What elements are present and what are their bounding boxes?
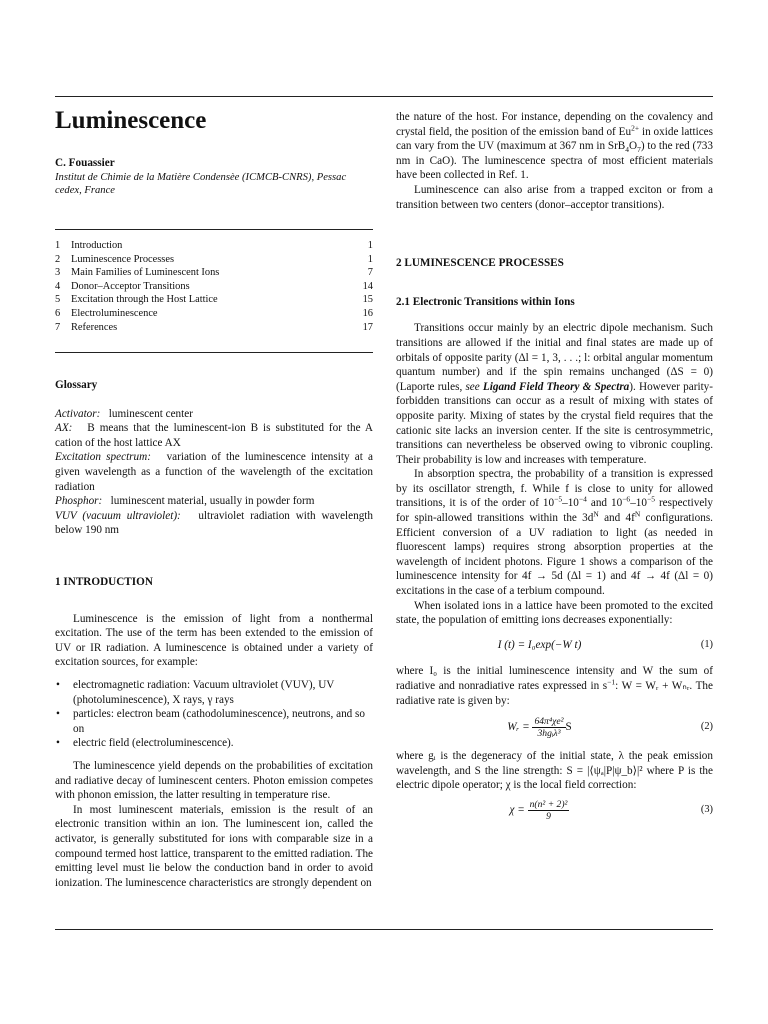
toc-number: 5 [55, 294, 61, 306]
superscript: −5 [646, 494, 655, 504]
equation-3 [396, 799, 713, 822]
toc-title: Luminescence Processes [71, 253, 175, 265]
text-run: O [629, 140, 638, 153]
text-run: Transitions occur mainly by an electric dipole mechanism. Such transitions are allowed if the initial and final states are made up of orbitals of opposite parity (Δl = 1, 3, . . .; l: orbital angular momentum quantum number) and if the spin remains unchanged (ΔS = 0) (Laporte rules, [396, 322, 713, 393]
superscript: −1 [607, 677, 616, 687]
section-heading-luminescence-processes: 2 LUMINESCENCE PROCESSES [396, 257, 564, 270]
toc-entry[interactable] [55, 253, 373, 267]
text-run: : W = Wᵣ + Wₙᵣ. The radiative rate is given by: [396, 680, 713, 707]
toc-page: 7 [367, 267, 373, 279]
fraction-denominator: 9 [546, 810, 551, 822]
list-item: • particles: electron beam (cathodoluminescence), neutrons, and so on [73, 707, 373, 736]
toc-number: 7 [55, 321, 61, 333]
subsection-heading-electronic-transitions: 2.1 Electronic Transitions within Ions [396, 295, 575, 308]
equation-lhs: χ = [509, 804, 528, 817]
toc-entry[interactable] [55, 321, 373, 335]
equation-body: I (t) = I₀exp(−W t) [497, 638, 582, 651]
toc-title: Electroluminescence [71, 307, 158, 319]
paragraph [396, 321, 713, 467]
superscript: −4 [578, 494, 587, 504]
toc-page: 15 [362, 294, 373, 306]
text-run: and 4f [598, 512, 635, 525]
text-run: In absorption spectra, the probability of a transition is expressed by its oscillator strength, f. While f is close to unity for allowed transitions, it is of the order of 10 [396, 468, 713, 510]
equation-body [396, 799, 683, 822]
toc-entry[interactable] [55, 280, 373, 294]
equation-2 [396, 716, 713, 739]
glossary-item [55, 421, 373, 450]
equation-number: (3) [700, 804, 713, 816]
toc-title: Main Families of Luminescent Ions [71, 267, 220, 279]
article-title: Luminescence [55, 107, 207, 134]
toc-number: 6 [55, 307, 61, 319]
glossary-item [55, 407, 373, 422]
toc-page: 1 [367, 240, 373, 251]
fraction-numerator: n(n² + 2)² [529, 798, 568, 810]
ligand-field-theory-link[interactable]: Ligand Field Theory & Spectra [482, 380, 630, 393]
glossary-term: Activator: [55, 407, 101, 420]
fraction [532, 716, 565, 739]
toc-title: Introduction [71, 240, 123, 251]
text-run: ). However parity-forbidden transitions can occur as a result of mixing with states of opposite parity. Mixing of states by the crystal field requires that the cationic site lacks an inversion center. If the site is centrosymmetric, transitions can nevertheless be observed owing to vibronic coupling. Their probability is low and increases with temperature. [396, 380, 713, 466]
superscript: −6 [622, 494, 631, 504]
toc-title: Donor–Acceptor Transitions [71, 280, 190, 292]
right-column [396, 110, 713, 822]
paragraph: The luminescence yield depends on the probabilities of excitation and radiative decay of luminescent centers. Photon emission competes with phonon emission, the latter resulting in temperature rise. [55, 759, 373, 802]
glossary-heading: Glossary [55, 379, 98, 391]
toc-entry[interactable] [55, 266, 373, 280]
excitation-source-list [55, 678, 373, 751]
equation-number: (1) [700, 638, 713, 650]
glossary-term: Phosphor: [55, 495, 103, 508]
top-rule [55, 96, 713, 97]
glossary-definition: B means that the luminescent-ion B is substituted for the A cation of the host lattice AX [55, 422, 373, 449]
paragraph: where gᵢ is the degeneracy of the initial state, λ the peak emission wavelength, and S the line strength: S = |⟨ψₐ|P|ψ_b⟩|² where P is the electric dipole operator; χ is the local field correction: [396, 750, 713, 792]
superscript: N [593, 509, 599, 519]
toc-number: 4 [55, 280, 61, 292]
toc-top-rule [55, 229, 373, 230]
paragraph: In most luminescent materials, emission is the result of an electronic transition within an ion. The luminescent ion, called the activator, is generally substituted for ions with comparable size in a compound termed host lattice, transparent to the emitted radiation. The emitting level must lie below the conduction band in order to avoid ionization. The luminescence characteristics are strongly dependent on [55, 803, 373, 889]
paragraph-continued: the nature of the host. For instance, depending on the covalency and crystal field, the position of the emission band of $Eu^{2+}$ in oxide lattices can vary from the UV (maximum at 367 nm in $SrB_4O_7$) to the red (733 nm in CaO). The luminescence spectra of most efficient materials have been collected in Ref. 1. [396, 111, 713, 182]
fraction [528, 799, 570, 822]
equation-1 [396, 638, 713, 653]
paragraph [396, 467, 713, 598]
equation-body [396, 716, 683, 739]
glossary-term: VUV (vacuum ultraviolet): [55, 509, 181, 522]
glossary-definition: luminescent center [108, 407, 193, 420]
glossary-definition: ultraviolet radiation with wavelength below 190 nm [55, 509, 374, 537]
section-heading-introduction: 1 INTRODUCTION [55, 576, 153, 588]
superscript: 2+ [631, 122, 640, 132]
text-run: where I₀ is the initial luminescence intensity and W the sum of radiative and nonradiative rates expressed in s [396, 665, 713, 692]
text-run: ) to the red (733 nm in CaO). The luminescence spectra of most efficient materials have been collected in Ref. 1. [396, 140, 713, 182]
left-column [55, 106, 373, 197]
superscript: N [634, 509, 641, 519]
superscript: −5 [554, 494, 563, 504]
glossary-definition: luminescent material, usually in powder form [110, 495, 315, 508]
toc-page: 17 [362, 321, 373, 333]
toc-page: 1 [367, 253, 373, 265]
toc-entry[interactable] [55, 293, 373, 307]
toc-entry[interactable] [55, 307, 373, 321]
text-run: respectively for spin-allowed transitions within the 3d [396, 497, 713, 525]
list-item: • electromagnetic radiation: Vacuum ultraviolet (VUV), UV (photoluminescence), X rays, γ rays [73, 678, 373, 707]
fraction-denominator: 3hgᵢλ³ [537, 728, 561, 740]
paragraph [396, 664, 713, 708]
text-run: the nature of the host. For instance, depending on the covalency and crystal field, the position of the emission band of Eu [396, 111, 713, 138]
text-run: configurations. Efficient conversion of a UV radiation to light (as needed in fluorescent lamps) requires strong absorption properties at the wavelength of incident photons. Figure 1 shows a comparison of the luminescence intensity for 4f → 5d (Δl = 1) and 4f → 4f (Δl = 0) excitations in the case of a terbium compound. [396, 512, 713, 598]
glossary-item [55, 450, 373, 494]
text-run: –10 [630, 497, 647, 510]
toc-page: 14 [362, 280, 373, 292]
text-run: see [465, 380, 483, 393]
introduction-section [55, 575, 373, 890]
toc-number: 2 [55, 253, 61, 265]
table-of-contents [55, 239, 373, 334]
glossary-term: AX: [55, 422, 73, 435]
paragraph: When isolated ions in a lattice have been promoted to the excited state, the population of emitting ions decreases exponentially: [396, 599, 713, 627]
glossary-item [55, 494, 373, 509]
text-run: –10 [562, 497, 579, 510]
paragraph: Luminescence is the emission of light from a nonthermal excitation. The use of the term has been extended to the emission of UV or IR radiation. A luminescence is obtained under a variety of excitation sources, for example: [55, 612, 373, 669]
paragraph: Luminescence can also arise from a trapped exciton or from a transition between two centers (donor–acceptor transitions). [396, 183, 713, 211]
toc-page: 16 [362, 307, 373, 319]
glossary-definition: variation of the luminescence intensity at a given wavelength as a function of the wavelength of the excitation radiation [55, 451, 374, 493]
equation-number: (2) [700, 721, 713, 733]
equation-rhs: S [565, 721, 572, 734]
toc-bottom-rule [55, 352, 373, 353]
toc-title: Excitation through the Host Lattice [71, 294, 218, 306]
equation-lhs: Wᵣ = [507, 721, 533, 734]
glossary-term: Excitation spectrum: [55, 451, 151, 464]
toc-title: References [71, 321, 118, 333]
text-run: and 10 [586, 497, 623, 510]
text-run: in oxide lattices can vary from the UV (maximum at 367 nm in SrB [396, 125, 713, 153]
toc-number: 1 [55, 240, 61, 251]
toc-number: 3 [55, 267, 61, 279]
glossary-item [55, 509, 373, 538]
author-affiliation: Institut de Chimie de la Matière Condensèe (ICMCB-CNRS), Pessac cedex, France [55, 171, 347, 196]
author-name: C. Fouassier [55, 157, 115, 169]
fraction-numerator: 64π⁴χe² [534, 716, 564, 728]
toc-entry[interactable] [55, 239, 373, 253]
list-item: • electric field (electroluminescence). [73, 736, 373, 751]
glossary-section [55, 378, 373, 538]
bottom-rule [55, 929, 713, 930]
